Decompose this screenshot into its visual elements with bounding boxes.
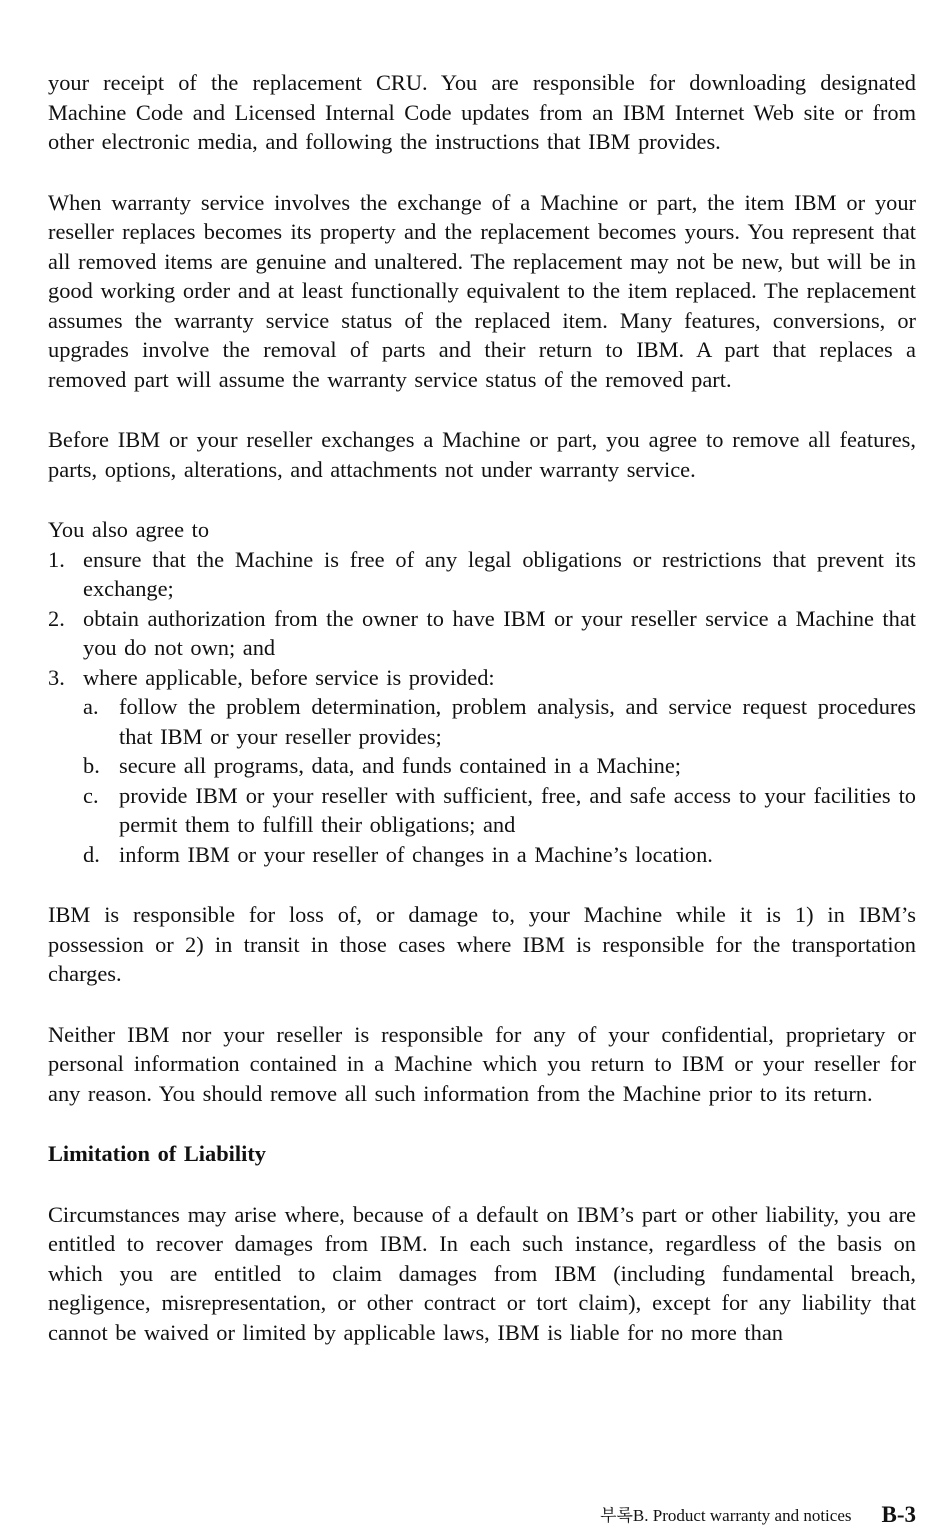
list-item	[48, 604, 916, 663]
list-item	[48, 663, 916, 870]
sub-list-item	[83, 840, 916, 870]
paragraph-warranty-exchange: When warranty service involves the exchange of a Machine or part, the item IBM or your reseller replaces becomes its property and the replacement becomes yours. You represent that all removed items are genuine and unaltered. The replacement may not be new, but will be in good working order and at least functionally equivalent to the item replaced. The replacement assumes the warranty service status of the replaced item. Many features, conversions, or upgrades involve the removal of parts and their return to IBM. A part that replaces a removed part will assume the warranty service status of the removed part.	[48, 189, 916, 392]
paragraph-liability: Circumstances may arise where, because of a default on IBM’s part or other liability, you are entitled to recover damages from IBM. In each such instance, regardless of the basis on which you are entitled to claim damages from IBM (including fundamental breach, negligence, misrepresentation, or other contract or tort claim), except for any liability that cannot be waived or limited by applicable laws, IBM is liable for no more than	[48, 1201, 916, 1345]
sub-list-item-text: secure all programs, data, and funds contained in a Machine;	[119, 753, 682, 778]
list-item-text: where applicable, before service is provided:	[83, 664, 495, 690]
page-footer	[600, 1500, 916, 1531]
page-number: B-3	[881, 1502, 916, 1527]
sub-list-letter: c.	[83, 782, 99, 808]
section-heading: Limitation of Liability	[48, 1141, 266, 1166]
paragraph-remove-features: Before IBM or your reseller exchanges a Machine or part, you agree to remove all features, parts, options, alterations, and attachments not under warranty service.	[48, 427, 916, 482]
footer-section-title: 부록B. Product warranty and notices	[600, 1506, 852, 1525]
sub-list-letter: d.	[83, 841, 100, 867]
agreement-list	[48, 545, 916, 870]
list-intro: You also agree to	[48, 517, 210, 542]
sub-list-item-text: inform IBM or your reseller of changes in a Machine’s location.	[119, 841, 713, 867]
sub-list-item-text: follow the problem determination, problem analysis, and service request procedures that IBM or your reseller provides;	[119, 694, 916, 749]
list-item-text: ensure that the Machine is free of any legal obligations or restrictions that prevent its exchange;	[83, 546, 916, 601]
paragraph-loss-damage: IBM is responsible for loss of, or damage to, your Machine while it is 1) in IBM’s possession or 2) in transit in those cases where IBM is responsible for the transportation charges.	[48, 902, 916, 986]
list-number: 3.	[48, 664, 65, 690]
list-item	[48, 545, 916, 604]
paragraph-confidential-info: Neither IBM nor your reseller is responsible for any of your confidential, proprietary or personal information contained in a Machine which you return to IBM or your reseller for any reason. You should remove all such information from the Machine prior to its return.	[48, 1021, 916, 1106]
sub-list-item	[83, 692, 916, 751]
sub-list-letter: b.	[83, 753, 100, 778]
document-page	[48, 68, 916, 1347]
sub-list-item	[83, 751, 916, 781]
sub-list-letter: a.	[83, 694, 99, 719]
list-number: 1.	[48, 546, 65, 572]
spacer	[48, 869, 916, 900]
sub-list-item	[83, 781, 916, 840]
sub-list-item-text: provide IBM or your reseller with sufficient, free, and safe access to your facilities to permit them to fulfill their obligations; and	[119, 782, 916, 837]
list-number: 2.	[48, 605, 65, 631]
paragraph-cru-receipt: your receipt of the replacement CRU. You are responsible for downloading designated Machine Code and Licensed Internal Code updates from an IBM Internet Web site or from other electronic media, and following the instructions that IBM provides.	[48, 70, 916, 154]
sub-list	[83, 692, 916, 869]
list-item-text: obtain authorization from the owner to have IBM or your reseller service a Machine that you do not own; and	[83, 605, 916, 660]
